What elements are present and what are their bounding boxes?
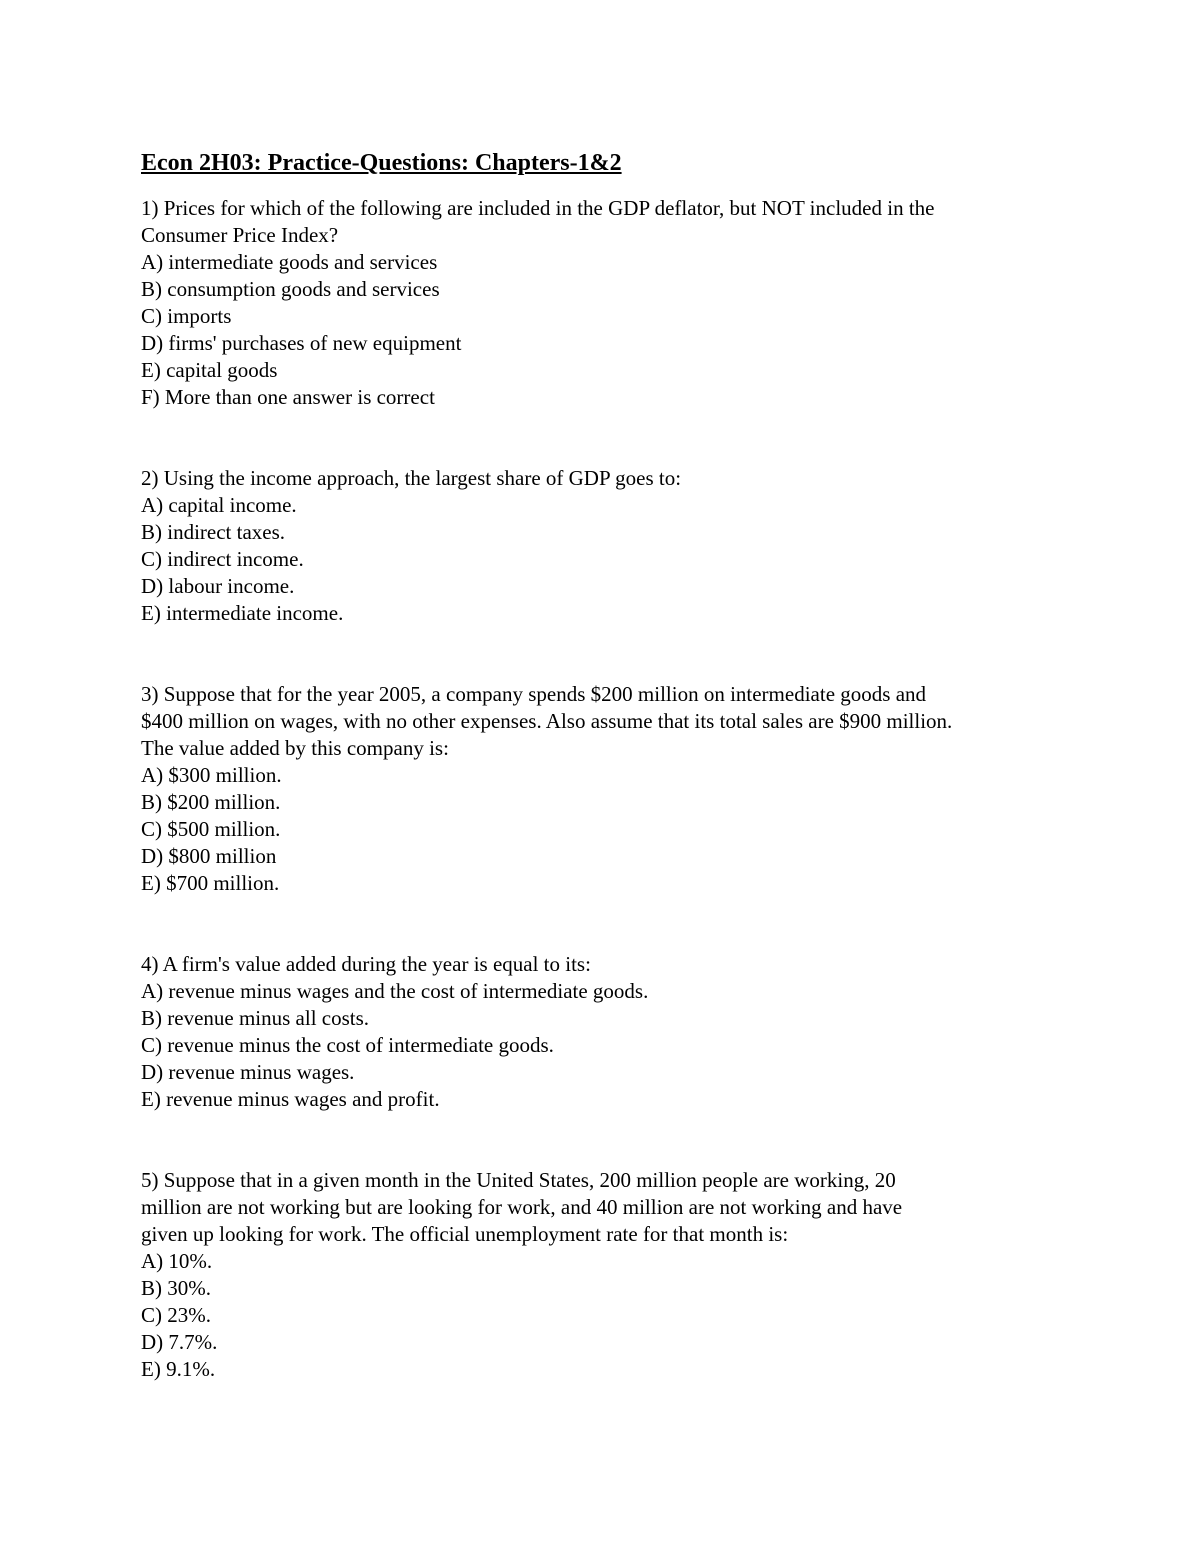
answer-option: A) $300 million. xyxy=(141,763,282,787)
document-title: Econ 2H03: Practice-Questions: Chapters-1&2 xyxy=(141,150,622,176)
document-page xyxy=(141,148,1081,1383)
answer-option: B) 30%. xyxy=(141,1276,211,1300)
question-stem-line: The value added by this company is: xyxy=(141,736,449,760)
answer-option: A) intermediate goods and services xyxy=(141,250,438,274)
answer-option: C) indirect income. xyxy=(141,547,304,571)
question-spacer xyxy=(141,627,1081,681)
question-3 xyxy=(141,681,1081,897)
question-stem-line: 5) Suppose that in a given month in the United States, 200 million people are working, 20 xyxy=(141,1168,896,1192)
answer-option: B) revenue minus all costs. xyxy=(141,1006,370,1030)
answer-option: A) capital income. xyxy=(141,493,297,517)
question-stem-line: 1) Prices for which of the following are included in the GDP deflator, but NOT included in the xyxy=(141,196,935,220)
question-stem-line: given up looking for work. The official unemployment rate for that month is: xyxy=(141,1222,789,1246)
question-5 xyxy=(141,1167,1081,1383)
question-stem-line: million are not working but are looking for work, and 40 million are not working and have xyxy=(141,1195,903,1219)
answer-option: B) consumption goods and services xyxy=(141,277,440,301)
answer-option: C) $500 million. xyxy=(141,817,281,841)
answer-option: A) 10%. xyxy=(141,1249,213,1273)
answer-option: B) $200 million. xyxy=(141,790,281,814)
question-stem-line: 3) Suppose that for the year 2005, a company spends $200 million on intermediate goods and xyxy=(141,682,927,706)
answer-option: D) 7.7%. xyxy=(141,1330,218,1354)
answer-option: B) indirect taxes. xyxy=(141,520,286,544)
answer-option: D) revenue minus wages. xyxy=(141,1060,355,1084)
question-spacer xyxy=(141,897,1081,951)
question-stem-line: $400 million on wages, with no other expenses. Also assume that its total sales are $900 million. xyxy=(141,709,953,733)
answer-option: C) imports xyxy=(141,304,232,328)
question-4 xyxy=(141,951,1081,1113)
answer-option: C) 23%. xyxy=(141,1303,211,1327)
question-stem-line: Consumer Price Index? xyxy=(141,223,339,247)
answer-option: C) revenue minus the cost of intermediate goods. xyxy=(141,1033,554,1057)
question-2 xyxy=(141,465,1081,627)
answer-option: D) labour income. xyxy=(141,574,295,598)
answer-option: A) revenue minus wages and the cost of intermediate goods. xyxy=(141,979,649,1003)
answer-option: E) revenue minus wages and profit. xyxy=(141,1087,440,1111)
question-1 xyxy=(141,195,1081,411)
question-stem-line: 4) A firm's value added during the year is equal to its: xyxy=(141,952,591,976)
answer-option: F) More than one answer is correct xyxy=(141,385,435,409)
answer-option: E) 9.1%. xyxy=(141,1357,216,1381)
question-stem-line: 2) Using the income approach, the largest share of GDP goes to: xyxy=(141,466,682,490)
answer-option: D) firms' purchases of new equipment xyxy=(141,331,462,355)
answer-option: D) $800 million xyxy=(141,844,277,868)
answer-option: E) capital goods xyxy=(141,358,278,382)
question-spacer xyxy=(141,411,1081,465)
answer-option: E) intermediate income. xyxy=(141,601,344,625)
answer-option: E) $700 million. xyxy=(141,871,280,895)
question-spacer xyxy=(141,1113,1081,1167)
